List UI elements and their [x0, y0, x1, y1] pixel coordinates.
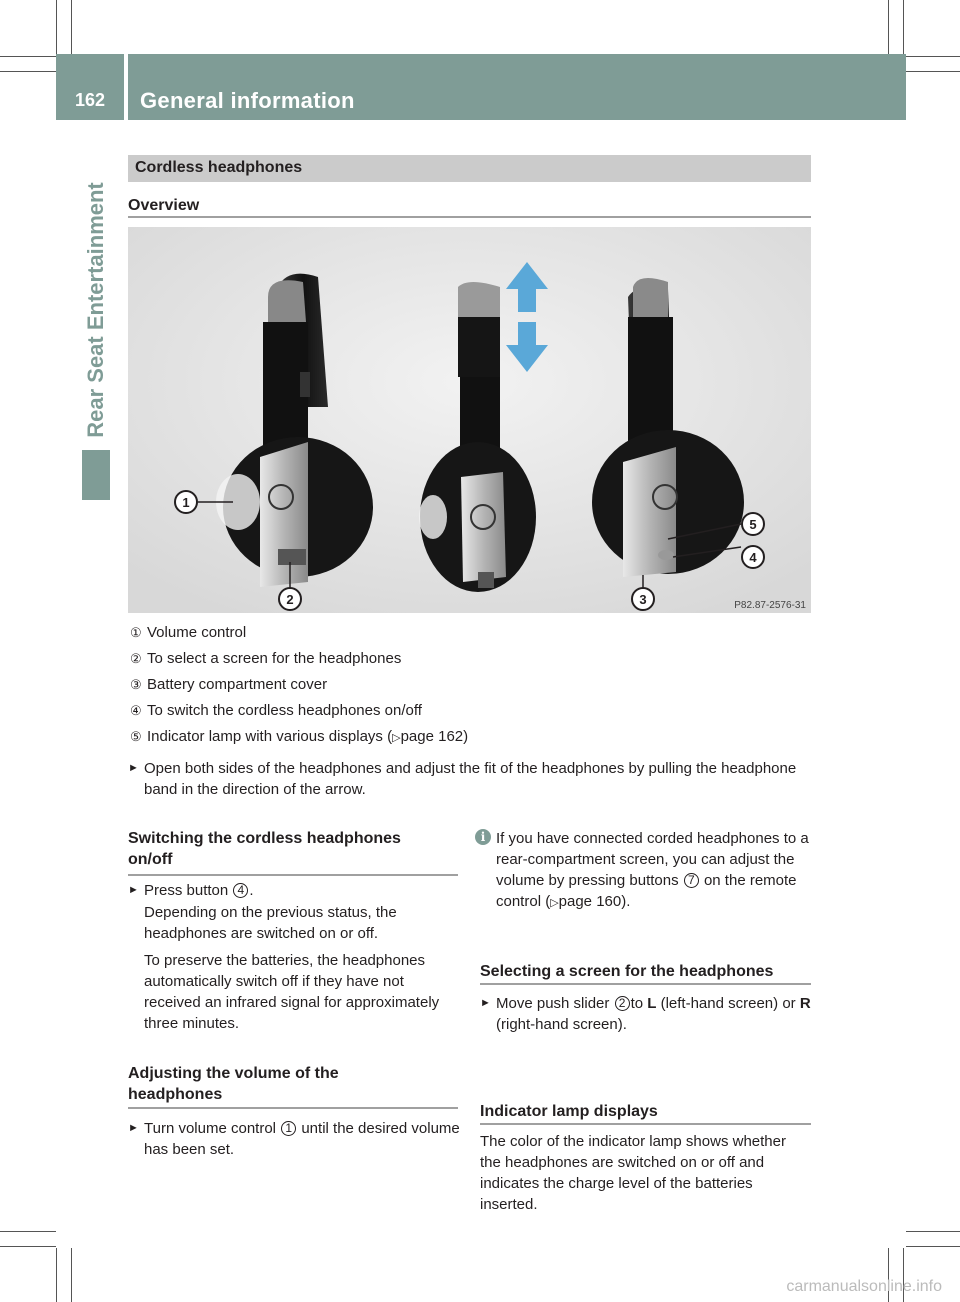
heading-rule — [128, 874, 458, 876]
lamp-text: The color of the indicator lamp shows whether the headphones are switched on or off and indicates the charge level of the batteries inserted. — [480, 1133, 786, 1213]
svg-text:4: 4 — [749, 550, 757, 565]
svg-text:5: 5 — [749, 517, 757, 532]
crop-mark — [906, 1231, 960, 1232]
crop-mark — [906, 71, 960, 72]
step-arrow-icon: ► — [128, 762, 139, 774]
crop-mark — [0, 1246, 56, 1247]
select-step: ► Move push slider 2 to L (left-hand screen) or R (right-hand screen). — [480, 995, 811, 1033]
page-link[interactable]: page 160). — [558, 893, 631, 910]
button-2-ref: 2 — [615, 996, 630, 1011]
select-heading: Selecting a screen for the headphones — [480, 963, 774, 980]
crop-mark — [0, 56, 56, 57]
svg-text:2: 2 — [286, 592, 294, 607]
page-number: 162 — [74, 90, 106, 110]
overview-heading: Overview — [128, 197, 200, 214]
headphones-figure — [128, 227, 811, 613]
page-title: General information — [140, 88, 355, 113]
crop-mark — [903, 0, 904, 54]
step-arrow-icon: ► — [128, 884, 139, 896]
legend-item: ① Volume control — [130, 624, 247, 641]
figure-code: P82.87-2576-31 — [734, 600, 806, 611]
callout-1 — [175, 491, 197, 513]
svg-text:1: 1 — [182, 495, 190, 510]
volume-heading: Adjusting the volume of the headphones — [128, 1065, 339, 1103]
section-title: Cordless headphones — [135, 159, 303, 176]
instruction-step: ► Open both sides of the headphones and adjust the fit of the headphones by pulling the headphone band in the direction of the arrow. — [128, 760, 797, 798]
info-note: If you have connected corded headphones to a rear-compartment screen, you can adjust the volume by pressing buttons 7 on the remote control (▷page 160). — [496, 830, 809, 910]
page-link[interactable]: page 162 — [400, 728, 464, 745]
button-7-ref: 7 — [684, 873, 699, 888]
volume-step: ► Turn volume control 1 until the desired volume has been set. — [128, 1120, 460, 1158]
step-arrow-icon: ► — [480, 997, 491, 1009]
switch-step: ► Press button 4 . Depending on the previous status, the headphones are switched on or off. To preserve the batteries, the headphones automatically switch off if they have not received an infrared signal for approximately three minutes. — [128, 882, 440, 1032]
button-1-ref: 1 — [281, 1121, 296, 1136]
crop-mark — [0, 71, 56, 72]
callout-3 — [632, 588, 654, 610]
crop-mark — [888, 0, 889, 54]
crop-mark — [0, 1231, 56, 1232]
heading-rule — [480, 983, 811, 985]
crop-mark — [906, 1246, 960, 1247]
button-4-ref: 4 — [233, 883, 248, 898]
callout-4 — [742, 546, 764, 568]
watermark: carmanualsonline.info — [786, 1278, 942, 1295]
info-icon: i — [475, 829, 491, 845]
side-tab-block — [82, 450, 110, 500]
legend-item: ⑤ Indicator lamp with various displays (▷page 162) — [130, 728, 469, 745]
heading-rule — [128, 1107, 458, 1109]
crop-mark — [56, 0, 57, 54]
heading-rule — [480, 1123, 811, 1125]
section-title-bar — [128, 155, 811, 182]
header-separator — [124, 54, 128, 120]
lamp-heading: Indicator lamp displays — [480, 1103, 658, 1120]
switch-heading: Switching the cordless headphones on/off — [128, 830, 401, 868]
callout-5 — [742, 513, 764, 535]
legend-item: ③ Battery compartment cover — [130, 676, 328, 693]
step-arrow-icon: ► — [128, 1122, 139, 1134]
legend-item: ② To select a screen for the headphones — [130, 650, 402, 667]
svg-text:3: 3 — [639, 592, 647, 607]
crop-mark — [71, 1248, 72, 1302]
side-tab-label: Rear Seat Entertainment — [83, 182, 108, 438]
page-ref-icon: ▷ — [550, 897, 559, 909]
crop-mark — [906, 56, 960, 57]
crop-mark — [56, 1248, 57, 1302]
crop-mark — [71, 0, 72, 54]
page-ref-icon: ▷ — [392, 732, 401, 744]
heading-rule — [128, 216, 811, 218]
side-tab — [82, 120, 110, 500]
legend-item: ④ To switch the cordless headphones on/off — [130, 702, 422, 719]
callout-2 — [279, 588, 301, 610]
headphones-illustration — [128, 227, 811, 613]
